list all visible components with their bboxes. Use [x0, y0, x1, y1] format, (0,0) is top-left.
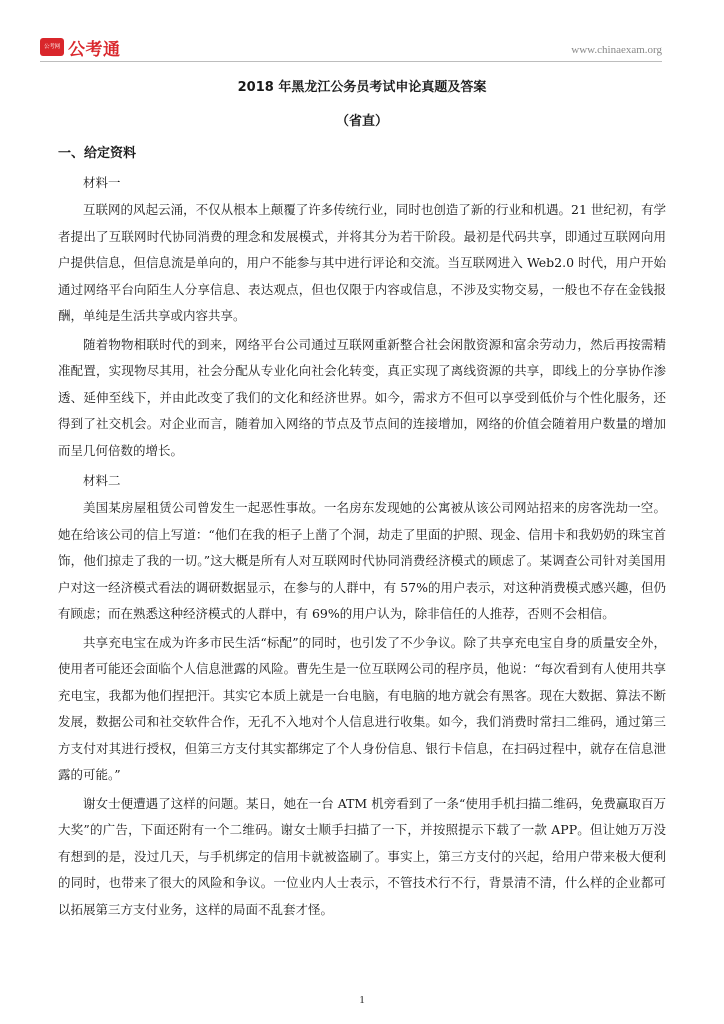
site-url-link[interactable]: www.chinaexam.org — [571, 44, 662, 56]
brand-logo[interactable] — [40, 36, 121, 58]
header-divider — [40, 61, 662, 62]
paragraph: 谢女士便遭遇了这样的问题。某日，她在一台 ATM 机旁看到了一条“使用手机扫描二维码，免费赢取百万大奖”的广告，下面还附有一个二维码。谢女士顺手扫描了一下，并按照提示下载了一款 APP。但让她万万没有想到的是，没过几天，与手机绑定的信用卡就被盗刷了。事实上，第三方支付的兴起，给用户带来极大便利的同时，也带来了很大的风险和争议。一位业内人士表示，不管技术行不行，背景清不清，什么样的企业都可以拓展第三方支付业务，这样的局面不乱套才怪。 — [58, 795, 666, 917]
logo-text: 公考通 — [68, 39, 121, 60]
material-1-label: 材料一 — [83, 175, 121, 190]
page-header — [40, 36, 662, 62]
document-subtitle: （省直） — [335, 114, 388, 129]
paragraph: 随着物物相联时代的到来，网络平台公司通过互联网重新整合社会闲散资源和富余劳动力，然后再按需精准配置，实现物尽其用，社会分配从专业化向社会化转变，真正实现了离线资源的共享，即线上的分享协作渗透、延伸至线下，并由此改变了我们的文化和经济世界。如今，需求方不但可以享受到低价与个性化服务，还得到了社交机会。对企业而言，随着加入网络的节点及节点间的连接增加，网络的价值会随着用户数量的增加而呈几何倍数的增长。 — [58, 336, 666, 458]
document-body — [58, 76, 666, 923]
paragraph: 共享充电宝在成为许多市民生活“标配”的同时，也引发了不少争议。除了共享充电宝自身的质量安全外，使用者可能还会面临个人信息泄露的风险。曹先生是一位互联网公司的程序员，他说：“每次看到有人使用共享充电宝，我都为他们捏把汗。其实它本质上就是一台电脑，有电脑的地方就会有黑客。现在大数据、算法不断发展，数据公司和社交软件合作，无孔不入地对个人信息进行收集。如今，我们消费时常扫二维码，通过第三方支付对其进行授权，但第三方支付其实都绑定了个人身份信息、银行卡信息，在扫码过程中，就存在信息泄露的可能。” — [58, 634, 666, 782]
document-title: 2018 年黑龙江公务员考试申论真题及答案 — [237, 80, 487, 95]
paragraph: 互联网的风起云涌，不仅从根本上颠覆了许多传统行业，同时也创造了新的行业和机遇。21 世纪初，有学者提出了互联网时代协同消费的理念和发展模式，并将其分为若干阶段。最初是代码共享，即通过互联网向用户提供信息，但信息流是单向的，用户不能参与其中进行评论和交流。当互联网进入 Web2.0 时代，用户开始通过网络平台向陌生人分享信息、表达观点，但也仅限于内容或信息，不涉及实物交易，一般也不存在金钱报酬，单纯是生活共享或内容共享。 — [58, 202, 666, 323]
section-heading: 一、给定资料 — [58, 146, 137, 161]
logo-badge-icon: 公考网 — [40, 38, 64, 56]
page-number: 1 — [359, 994, 365, 1006]
material-2-label: 材料二 — [83, 473, 121, 488]
paragraph: 美国某房屋租赁公司曾发生一起恶性事故。一名房东发现她的公寓被从该公司网站招来的房客洗劫一空。她在给该公司的信上写道：“他们在我的柜子上凿了个洞，劫走了里面的护照、现金、信用卡和我奶奶的珠宝首饰，他们掠走了我的一切。”这大概是所有人对互联网时代协同消费经济模式的顾虑了。某调查公司针对美国用户对这一经济模式看法的调研数据显示，在参与的人群中，有 57%的用户表示，对这种消费模式感兴趣，但仍有顾虑；而在熟悉这种经济模式的人群中，有 69%的用户认为，除非信任的人推荐，否则不会相信。 — [58, 500, 666, 621]
